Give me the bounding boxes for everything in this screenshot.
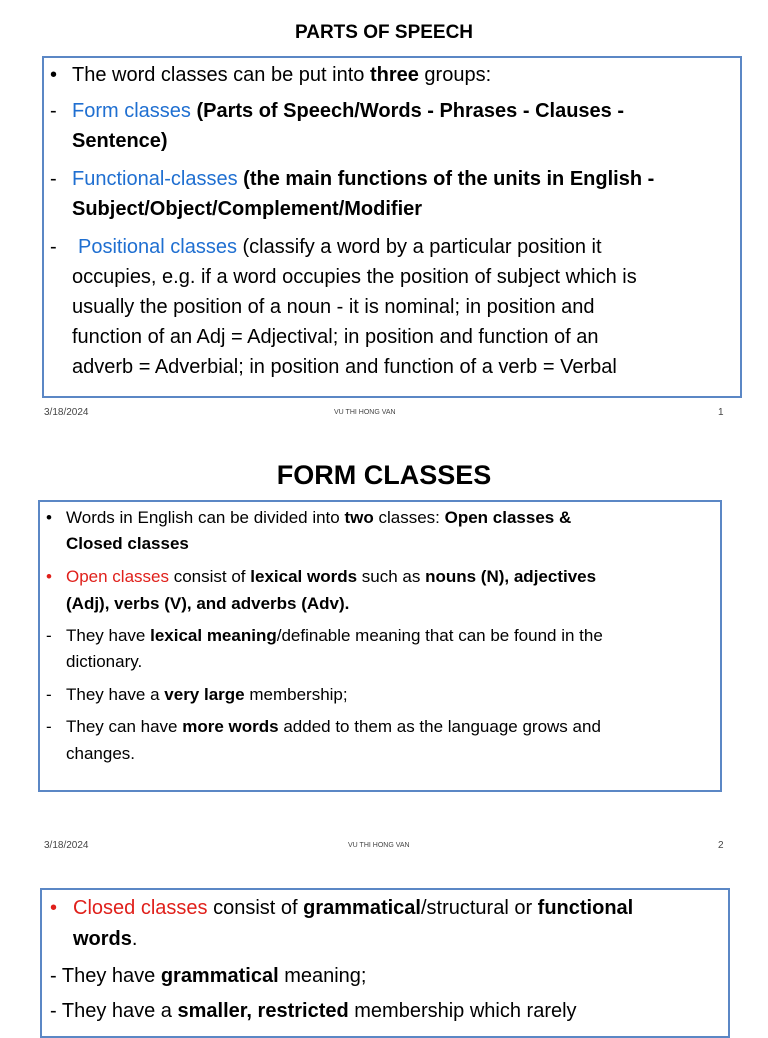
- slide2-bullet2: [66, 567, 596, 587]
- text: membership;: [244, 685, 348, 704]
- slide2-author: VU THI HONG VAN: [348, 842, 410, 849]
- slide2-dash1: [66, 626, 603, 646]
- dash-marker: -: [46, 685, 52, 704]
- text: Words in English can be divided into: [66, 508, 345, 527]
- closed-classes-label: Closed classes: [73, 897, 208, 919]
- bullet-marker: •: [50, 64, 58, 86]
- text: words: [73, 928, 132, 950]
- text: added to them as the language grows and: [278, 717, 601, 736]
- text: more words: [182, 717, 279, 736]
- text: classes:: [373, 508, 445, 527]
- text: such as: [357, 567, 426, 586]
- slide1-positional-line2: occupies, e.g. if a word occupies the position of subject which is: [72, 266, 637, 288]
- text: groups:: [418, 64, 492, 86]
- text: They can have: [66, 717, 183, 736]
- slide3-dash1: [50, 965, 367, 988]
- slide3-bullet1-cont: [73, 928, 137, 951]
- slide2-dash1-cont: dictionary.: [66, 652, 143, 671]
- text: smaller, restricted: [177, 1000, 349, 1022]
- text: two: [344, 508, 374, 527]
- text: grammatical: [160, 965, 279, 987]
- dash-marker: -: [50, 168, 57, 190]
- text: /definable meaning that can be found in the: [276, 626, 603, 645]
- slide1-functional-classes-cont: Subject/Object/Complement/Modifier: [72, 198, 423, 220]
- slide3-bullet1: [73, 897, 633, 920]
- slide1-positional-line4: function of an Adj = Adjectival; in position and function of an: [72, 326, 599, 348]
- text: membership which rarely: [348, 1000, 577, 1022]
- text: consist of: [169, 567, 251, 586]
- dash-marker: -: [46, 717, 52, 736]
- slide2-page-number: 2: [718, 840, 724, 851]
- slide2-bullet1-cont: Closed classes: [66, 534, 189, 553]
- slide2-date: 3/18/2024: [44, 840, 89, 851]
- form-classes-label: Form classes: [72, 100, 191, 122]
- text: nouns (N), adjectives: [425, 567, 597, 586]
- text: very large: [164, 685, 245, 704]
- slide1-form-classes-cont: Sentence): [72, 130, 168, 152]
- slide2-title: FORM CLASSES: [276, 460, 492, 490]
- slide1-title: PARTS OF SPEECH: [294, 22, 474, 43]
- slide1-positional-line5: adverb = Adverbial; in position and function of a verb = Verbal: [72, 356, 617, 378]
- text: consist of: [207, 897, 304, 919]
- slide2-dash3: [66, 717, 601, 737]
- text: - They have: [50, 965, 161, 987]
- text: .: [131, 928, 138, 950]
- slide1-form-classes: [72, 100, 624, 123]
- open-classes-label: Open classes: [66, 567, 169, 586]
- text: They have: [66, 626, 151, 645]
- dash-marker: -: [50, 236, 57, 258]
- slide1-intro-text: [72, 64, 491, 87]
- text: lexical words: [250, 567, 358, 586]
- functional-classes-label: Functional-classes: [72, 168, 238, 190]
- text: - They have a: [50, 1000, 178, 1022]
- dash-marker: -: [50, 100, 57, 122]
- slide2-dash3-cont: changes.: [66, 744, 135, 763]
- slide1-date: 3/18/2024: [44, 407, 89, 418]
- slide2-bullet2-cont: (Adj), verbs (V), and adverbs (Adv).: [66, 594, 350, 613]
- slide2-dash2: [66, 685, 348, 705]
- positional-classes-label: Positional classes: [78, 236, 237, 258]
- text: functional: [537, 897, 634, 919]
- text: (Parts of Speech/Words - Phrases - Clauses -: [190, 100, 625, 122]
- text: grammatical: [303, 897, 421, 919]
- slide1-page-number: 1: [718, 407, 724, 418]
- slide2-bullet1: [66, 508, 571, 528]
- slide1-intro: [50, 64, 57, 87]
- text: Open classes &: [444, 508, 572, 527]
- slide1-positional-line3: usually the position of a noun - it is nominal; in position and: [72, 296, 595, 318]
- text: (classify a word by a particular position it: [236, 236, 602, 258]
- text: three: [369, 64, 419, 86]
- text: They have a: [66, 685, 165, 704]
- slide1-positional-classes: [78, 236, 602, 259]
- text: The word classes can be put into: [72, 64, 370, 86]
- text: /structural or: [420, 897, 538, 919]
- dash-marker: -: [46, 626, 52, 645]
- text: (the main functions of the units in English -: [237, 168, 655, 190]
- text: meaning;: [278, 965, 367, 987]
- bullet-marker: •: [46, 567, 52, 586]
- slide3-dash2: [50, 1000, 577, 1023]
- bullet-marker: •: [46, 508, 52, 527]
- text: lexical meaning: [150, 626, 277, 645]
- slide1-author: VU THI HONG VAN: [334, 409, 396, 416]
- slide1-functional-classes: [72, 168, 654, 191]
- bullet-marker: •: [50, 897, 58, 919]
